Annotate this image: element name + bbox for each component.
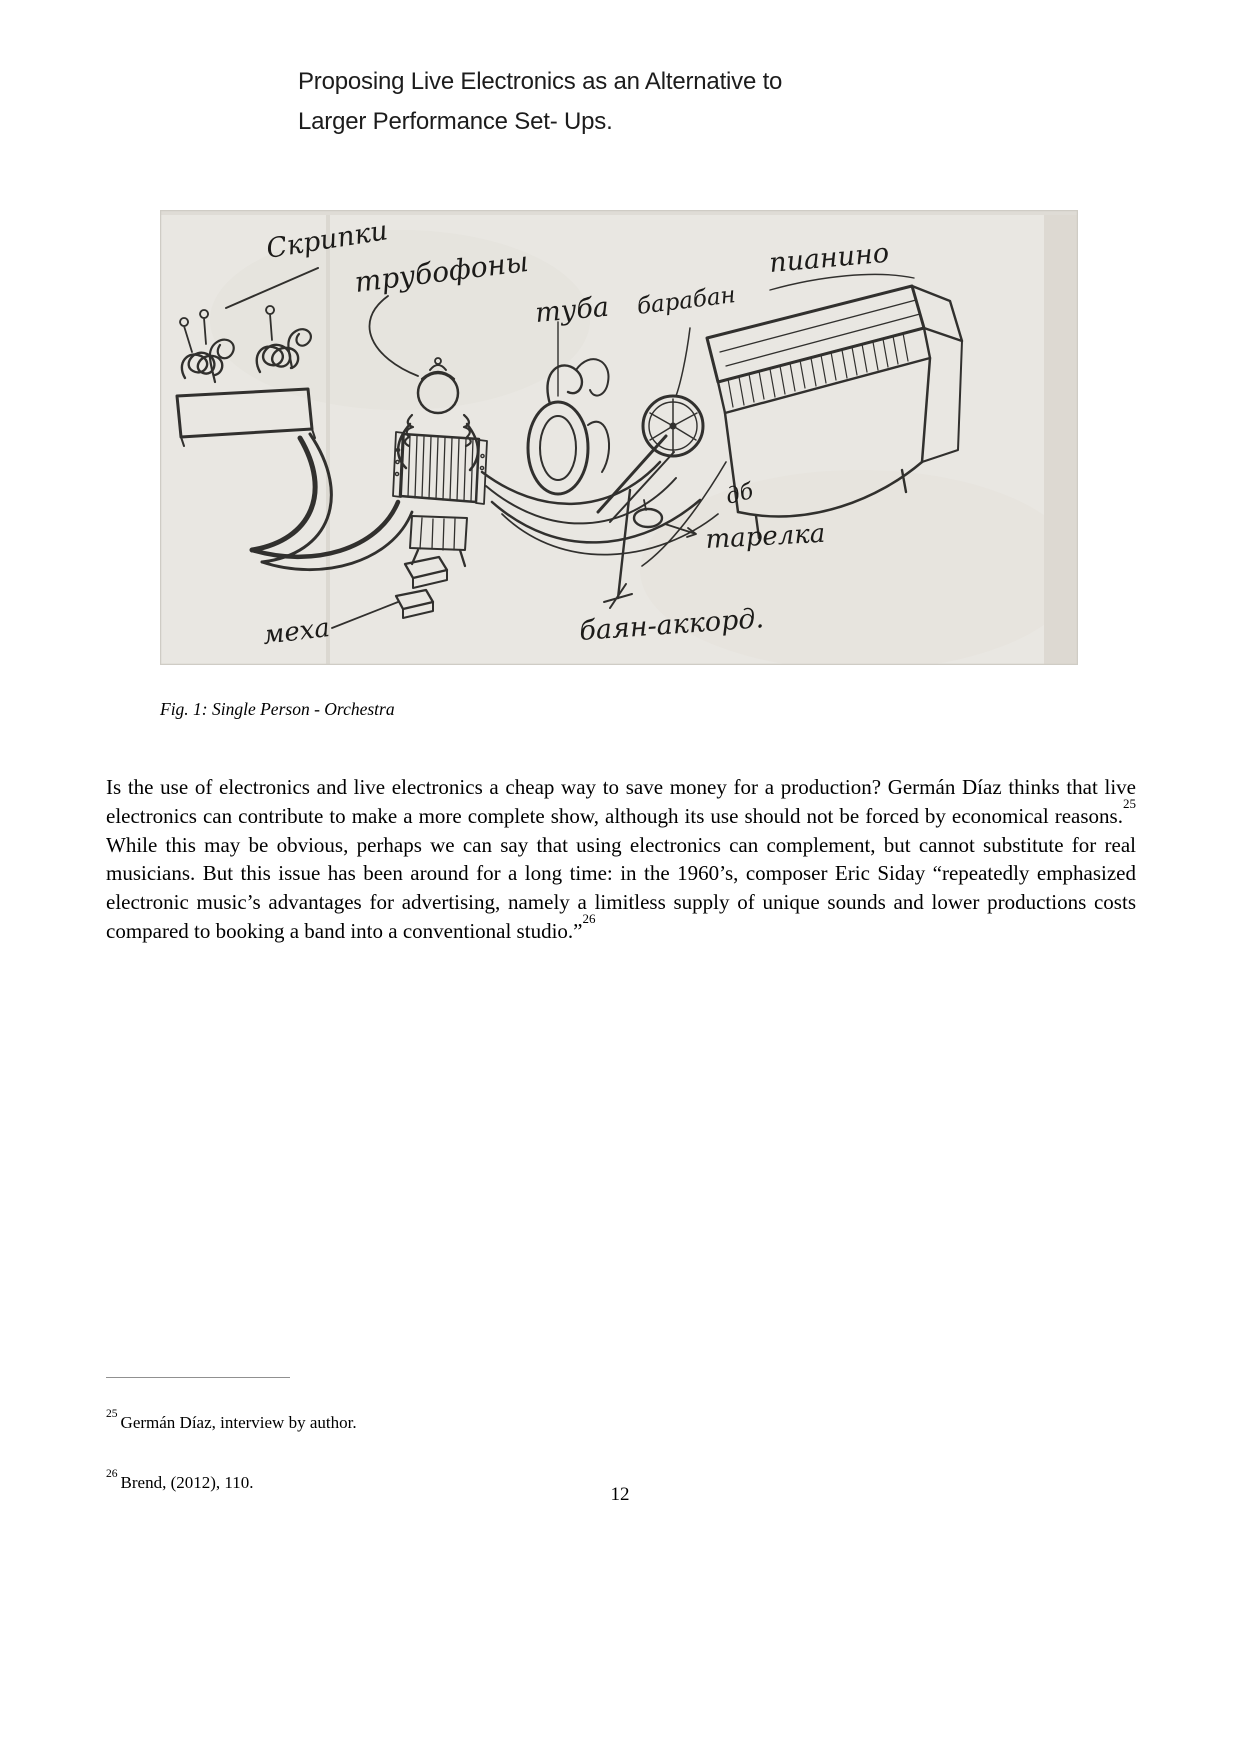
sketch-label-cymbal: тарелка <box>704 518 826 555</box>
sketch-label-piano: пианино <box>767 237 891 279</box>
footnote-26-marker: 26 <box>106 1466 118 1480</box>
sketch-label-drum: барабан <box>635 282 738 320</box>
paragraph-text-2: While this may be obvious, perhaps we can say that using electronics can complement, but cannot substitute for real musicians. But this issue has been around for a long time: in the 1960’s, composer Eric Siday “repeatedly emphasized electronic music’s advantages for advertising, namely a limitless supply of unique sounds and lower productions costs compared to booking a band into a conventional studio.” <box>106 832 1136 943</box>
footnote-ref-26: 26 <box>582 911 596 927</box>
sketch-label-accordion: баян-аккорд. <box>578 603 765 647</box>
footnote-separator <box>106 1377 290 1378</box>
sketch-label-tuba: туба <box>533 291 611 329</box>
footnote-26-text: Brend, (2012), 110. <box>120 1473 254 1492</box>
paragraph-text-1: Is the use of electronics and live electronics a cheap way to save money for a production? Germán Díaz thinks that live electronics can contribute to make a more complete show, although its use should not be forced by economical reasons. <box>106 775 1136 828</box>
figure-caption: Fig. 1: Single Person - Orchestra <box>160 699 395 719</box>
page-number: 12 <box>610 1484 630 1505</box>
sketch-label-note: дб <box>723 478 757 510</box>
title-line-2: Larger Performance Set- Ups. <box>298 108 613 135</box>
figure-image <box>160 210 1078 665</box>
sketch-label-violins: Скрипки <box>264 215 390 265</box>
body-paragraph <box>106 773 1136 946</box>
one-man-orchestra-sketch <box>160 210 1078 665</box>
footnote-25-marker: 25 <box>106 1406 118 1420</box>
footnote-ref-25: 25 <box>1122 796 1136 812</box>
sketch-label-horns: трубофоны <box>352 244 531 299</box>
footnote-25 <box>106 1406 357 1433</box>
footnote-25-text: Germán Díaz, interview by author. <box>120 1413 357 1432</box>
document-title <box>298 62 782 142</box>
title-line-1: Proposing Live Electronics as an Alternative to <box>298 68 783 95</box>
sketch-label-bellows: меха <box>261 612 332 651</box>
